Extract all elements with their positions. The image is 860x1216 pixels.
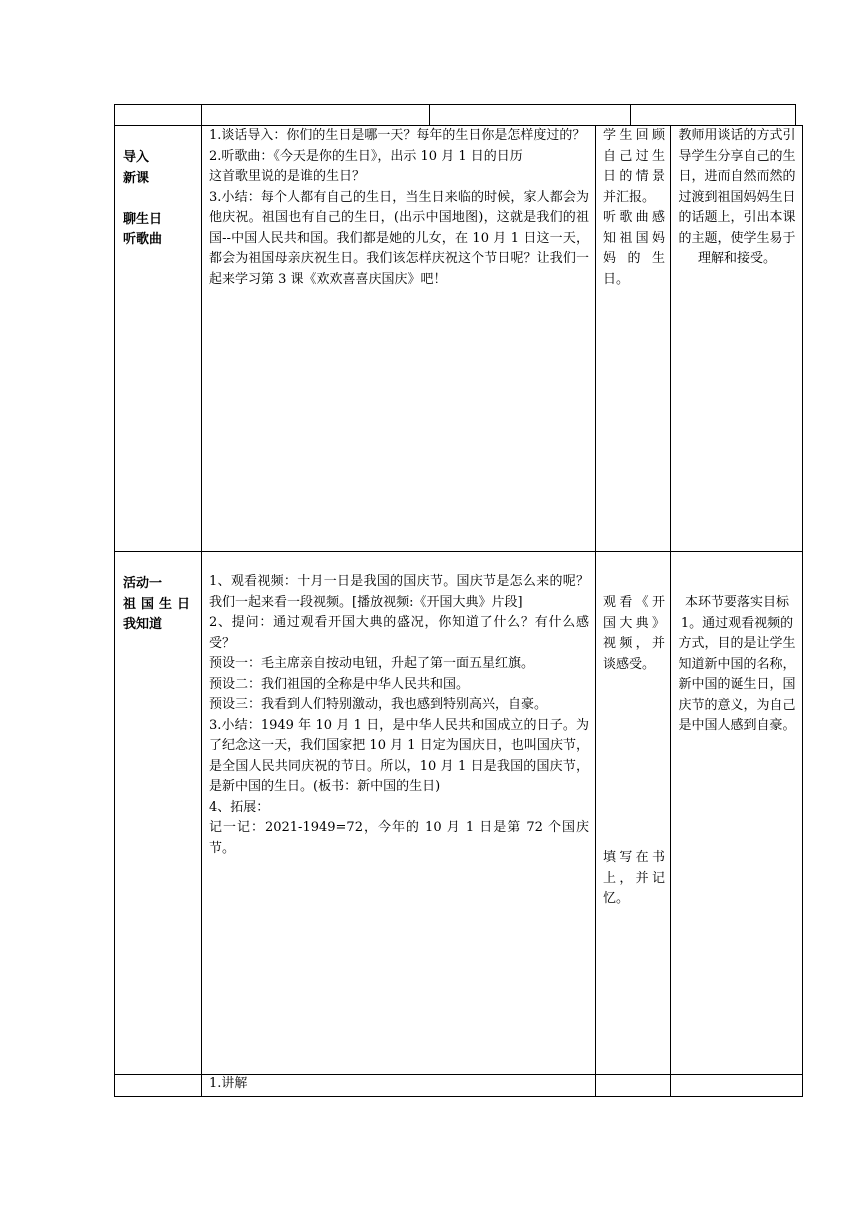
row3-stage-cell (114, 1074, 202, 1097)
teacher-paragraph: 3.小结：每个人都有自己的生日，当生日来临的时候，家人都会为他庆祝。祖国也有自己的生日，(出示中国地图)，这就是我们的祖国--中国人民共和国。我们都是她的儿女，在 10 月 1 日这一天，都会为祖国母亲庆祝生日。我们该怎样庆祝这个节日呢？让我们一起来学习第 3 课《欢欢喜喜庆国庆》吧！ (209, 189, 589, 287)
teacher-paragraph: 2、提问：通过观看开国大典的盛况，你知道了什么？有什么感受？ (209, 615, 589, 651)
teacher-paragraph: 3.小结：1949 年 10 月 1 日，是中华人民共和国成立的日子。为了纪念这一天，我们国家把 10 月 1 日定为国庆日，也叫国庆节，是全国人民共同庆祝的节日。所以，10 月 1 日是我国的国庆节，是新中国的生日。(板书：新中国的生日) (209, 717, 589, 794)
row2-student-text-2: 填写在书上，并记忆。 (603, 850, 665, 906)
row2-teacher-text (209, 572, 589, 859)
teacher-paragraph: 1、观看视频：十月一日是我国的国庆节。国庆节是怎么来的呢？我们一起来看一段视频。[播放视频:《开国大典》片段] (209, 574, 589, 610)
header-cell-1 (114, 104, 202, 126)
teacher-paragraph: 预设二：我们祖国的全称是中华人民共和国。 (209, 676, 470, 692)
stage-line: 活动一 (123, 576, 163, 591)
stage-line: 聊生日 (123, 211, 163, 227)
row1-design-text: 教师用谈话的方式引导学生分享自己的生日，进而自然而然的过渡到祖国妈妈生日的话题上，引出本课的主题，使学生易于理解和接受。 (678, 128, 796, 266)
teacher-paragraph: 记一记：2021-1949=72，今年的 10 月 1 日是第 72 个国庆节。 (209, 820, 589, 856)
stage-line (123, 189, 197, 210)
stage-line: 听歌曲 (123, 232, 163, 247)
row1-student-text (603, 126, 665, 290)
header-cell-2 (201, 104, 430, 126)
row3-teacher-text: 1.讲解 (209, 1076, 248, 1091)
header-cell-3 (429, 104, 631, 126)
teacher-paragraph: 4、拓展： (209, 799, 270, 815)
teacher-paragraph: 预设三：我看到人们特别激动，我也感到特别高兴，自豪。 (209, 697, 548, 712)
row1-stage-text (123, 148, 197, 251)
stage-line: 导入 (123, 150, 150, 165)
teacher-paragraph: 预设一：毛主席亲自按动电钮，升起了第一面五星红旗。 (209, 656, 535, 671)
student-paragraph: 听歌曲感知祖国妈妈的生日。 (603, 210, 665, 287)
row3-design-cell (670, 1074, 803, 1097)
row3-student-cell (595, 1074, 671, 1097)
teacher-paragraph: 这首歌里说的是谁的生日？ (209, 169, 366, 184)
stage-line: 我知道 (123, 617, 163, 632)
stage-line: 新课 (123, 170, 150, 186)
teacher-paragraph: 1.谈话导入：你们的生日是哪一天？每年的生日你是怎样度过的？ (209, 128, 586, 143)
header-cell-4 (630, 104, 796, 126)
student-paragraph: 学生回顾自己过生日的情景并汇报。 (603, 128, 665, 205)
row2-student-text-1: 观看《开国大典》视频，并谈感受。 (603, 595, 665, 672)
teacher-paragraph: 2.听歌曲：《今天是你的生日》，出示 10 月 1 日的日历 (209, 148, 523, 164)
stage-line: 祖国生日 (123, 596, 196, 612)
row2-design-text: 本环节要落实目标 1。通过观看视频的方式，目的是让学生知道新中国的名称，新中国的诞生日，国庆节的意义，为自己是中国人感到自豪。 (678, 595, 796, 733)
row2-stage-text (123, 574, 197, 636)
row1-teacher-text (209, 126, 589, 290)
